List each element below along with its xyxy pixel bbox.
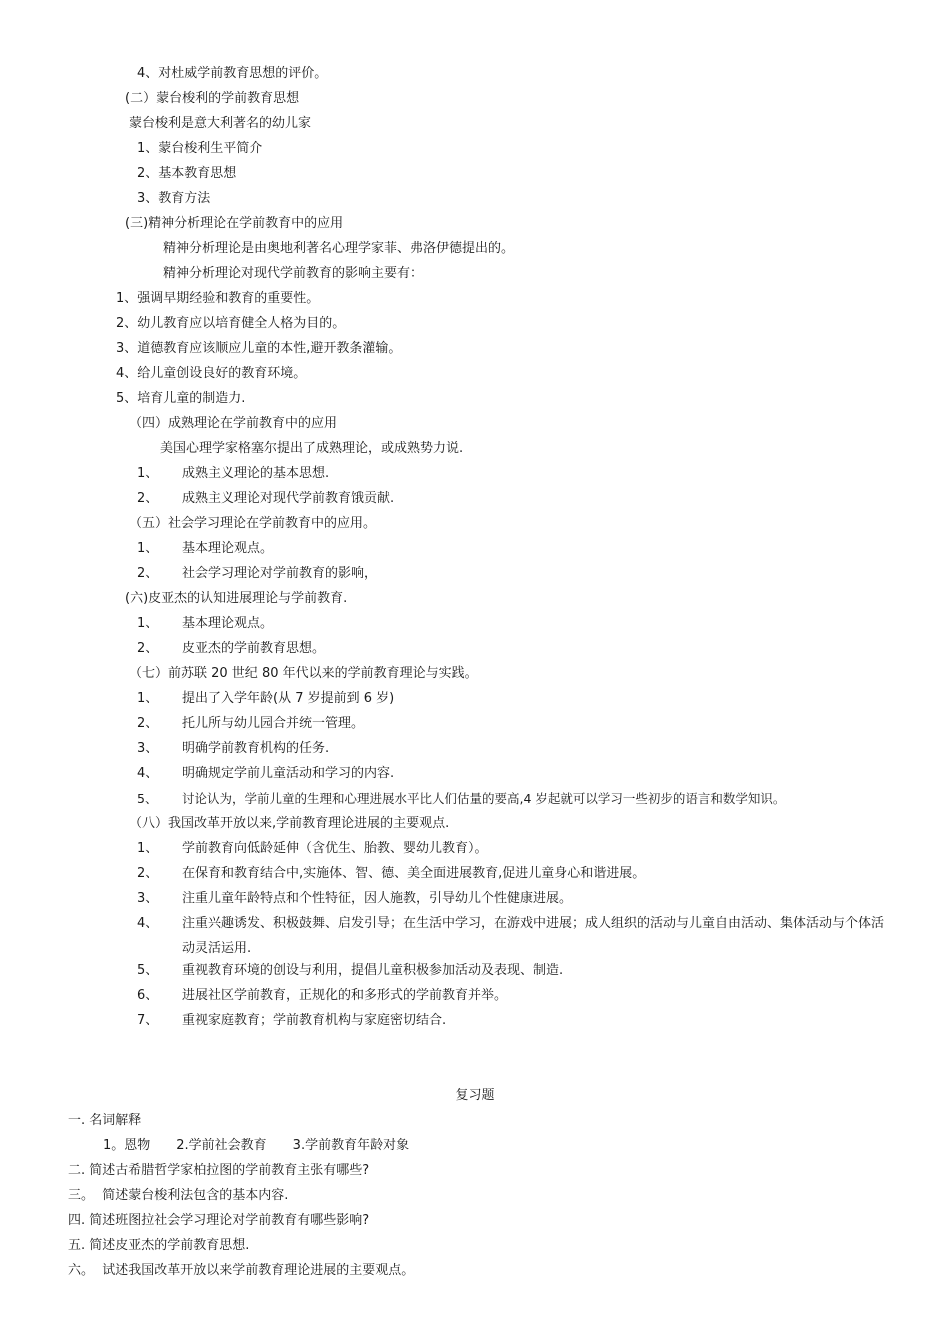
list-text: 进展社区学前教育，正规化的和多形式的学前教育并举。 [182,988,508,1003]
list-number: 1、 [137,541,159,556]
list-text: 明确学前教育机构的任务. [182,741,330,756]
section-heading: （八）我国改革开放以来,学前教育理论进展的主要观点. [129,816,450,831]
list-item [137,789,785,809]
list-number: 3、 [137,741,159,756]
list-number: 5、 [137,963,159,978]
text-line: 精神分析理论对现代学前教育的影响主要有： [163,266,424,281]
list-item [137,489,394,509]
list-number: 4、 [137,916,159,931]
list-item [137,564,377,584]
list-text: 重视家庭教育；学前教育机构与家庭密切结合. [182,1013,447,1028]
list-number: 2、 [137,491,159,506]
list-item [137,639,325,659]
list-item [137,839,488,859]
list-number: 3、 [137,891,159,906]
list-text: 明确规定学前儿童活动和学习的内容. [182,766,395,781]
section-heading: (三)精神分析理论在学前教育中的应用 [125,216,344,231]
list-item [137,764,394,784]
text-line: 精神分析理论是由奥地利著名心理学家菲、弗洛伊德提出的。 [163,241,515,256]
review-question: 二. 简述古希腊哲学家柏拉图的学前教育主张有哪些? [68,1163,370,1178]
review-question: 五. 简述皮亚杰的学前教育思想. [68,1238,250,1253]
list-item: 1、蒙台梭利生平简介 [137,141,263,156]
list-number: 4、 [137,766,159,781]
list-text: 注重儿童年龄特点和个性特征，因人施教，引导幼儿个性健康进展。 [182,891,573,906]
list-item [137,961,563,981]
list-number: 1、 [137,616,159,631]
text-line: 美国心理学家格塞尔提出了成熟理论，或成熟势力说. [160,441,464,456]
list-number: 2、 [137,566,159,581]
list-number: 2、 [137,641,159,656]
list-item: 3、道德教育应该顺应儿童的本性,避开教条灌输。 [116,341,402,356]
list-text: 基本理论观点。 [182,616,274,631]
text-line: 4、对杜威学前教育思想的评价。 [137,66,328,81]
list-item: 3、教育方法 [137,191,211,206]
section-heading: (六)皮亚杰的认知进展理论与学前教育. [125,591,348,606]
list-item: 4、给儿童创设良好的教育环境。 [116,366,307,381]
list-text: 基本理论观点。 [182,541,274,556]
section-heading: （七）前苏联 20 世纪 80 年代以来的学前教育理论与实践。 [129,666,478,681]
list-text: 社会学习理论对学前教育的影响， [182,566,378,581]
list-item [137,464,329,484]
list-text: 托儿所与幼儿园合并统一管理。 [182,716,365,731]
list-item [137,911,887,961]
list-number: 1、 [137,466,159,481]
text-line: 蒙台梭利是意大利著名的幼儿家 [129,116,312,131]
section-heading: （四）成熟理论在学前教育中的应用 [129,416,338,431]
list-text: 在保育和教育结合中,实施体、智、德、美全面进展教育,促进儿童身心和谐进展。 [182,866,646,881]
list-item [137,889,572,909]
list-number: 6、 [137,988,159,1003]
list-text: 注重兴趣诱发、积极鼓舞、启发引导；在生活中学习，在游戏中进展；成人组织的活动与儿童自由活动、集体活动与个体活动灵活运用. [182,916,885,956]
list-text: 讨论认为，学前儿童的生理和心理进展水平比人们估量的要高,4 岁起就可以学习一些初步的语言和数学知识。 [182,791,786,806]
list-item: 1、强调早期经验和教育的重要性。 [116,291,320,306]
review-question: 六。 试述我国改革开放以来学前教育理论进展的主要观点。 [68,1263,415,1278]
list-item [137,986,507,1006]
list-item: 5、培育儿童的制造力. [116,391,246,406]
section-heading: （五）社会学习理论在学前教育中的应用。 [129,516,377,531]
list-item: 2、幼儿教育应以培育健全人格为目的。 [116,316,346,331]
list-item [137,714,364,734]
review-question: 四. 简述班图拉社会学习理论对学前教育有哪些影响? [68,1213,370,1228]
list-item [137,689,394,709]
review-terms: 1。恩物 2.学前社会教育 3.学前教育年龄对象 [103,1138,410,1153]
list-text: 重视教育环境的创设与利用，提倡儿童积极参加活动及表现、制造. [182,963,564,978]
list-item [137,539,273,559]
list-text: 成熟主义理论的基本思想. [182,466,330,481]
list-text: 成熟主义理论对现代学前教育饿贡献. [182,491,395,506]
list-number: 7、 [137,1013,159,1028]
list-text: 学前教育向低龄延伸（含优生、胎教、婴幼儿教育）。 [182,841,488,856]
list-number: 5、 [137,791,158,806]
list-item [137,739,329,759]
list-number: 1、 [137,691,159,706]
list-number: 1、 [137,841,159,856]
list-item: 2、基本教育思想 [137,166,237,181]
section-heading: (二）蒙台梭利的学前教育思想 [125,91,300,106]
review-question: 三。 简述蒙台梭利法包含的基本内容. [68,1188,289,1203]
list-item [137,1011,446,1031]
list-text: 皮亚杰的学前教育思想。 [182,641,326,656]
list-text: 提出了入学年龄(从 7 岁提前到 6 岁) [182,691,395,706]
list-item [137,614,273,634]
review-title: 复习题 [455,1088,495,1103]
review-question: 一. 名词解释 [68,1113,142,1128]
list-item [137,864,645,884]
list-number: 2、 [137,866,159,881]
list-number: 2、 [137,716,159,731]
